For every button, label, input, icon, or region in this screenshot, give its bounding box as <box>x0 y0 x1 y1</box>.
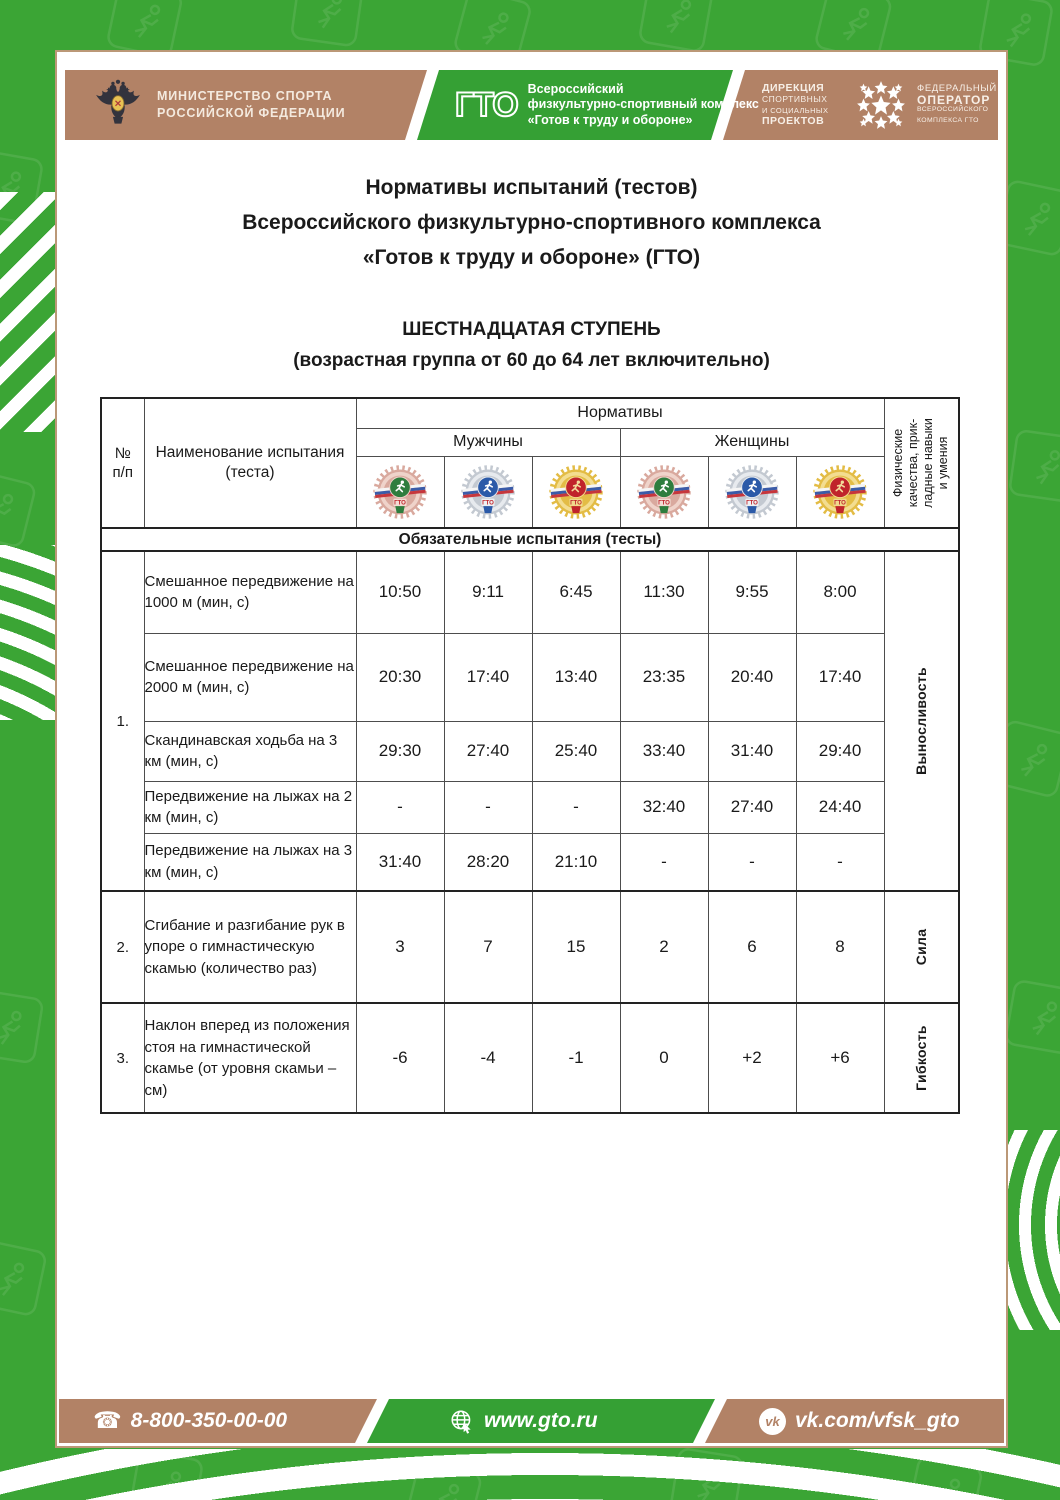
norm-value: -1 <box>532 1003 620 1113</box>
russia-coat-of-arms-icon <box>91 78 145 132</box>
title-line1: Нормативы испытаний (тестов) <box>365 176 698 199</box>
exercise-name: Смешанное передвижение на 1000 м (мин, с) <box>144 551 356 633</box>
norm-value: - <box>444 781 532 833</box>
norm-value: -6 <box>356 1003 444 1113</box>
norm-value: - <box>532 781 620 833</box>
website-url: www.gto.ru <box>484 1409 598 1432</box>
medal-header-women-bronze <box>620 456 708 528</box>
norm-value: +6 <box>796 1003 884 1113</box>
norm-value: 9:11 <box>444 551 532 633</box>
quality-strength <box>884 891 959 1003</box>
federal-operator-block <box>917 84 997 126</box>
medal-header-men-gold <box>532 456 620 528</box>
norm-value: 25:40 <box>532 721 620 781</box>
standards-table <box>100 397 960 1114</box>
exercise-name: Смешанное передвижение на 2000 м (мин, с) <box>144 633 356 721</box>
norm-value: 29:30 <box>356 721 444 781</box>
norm-value: 29:40 <box>796 721 884 781</box>
medal-header-women-silver <box>708 456 796 528</box>
norm-value: 6:45 <box>532 551 620 633</box>
num-header-line2: п/п <box>112 464 133 481</box>
medal-gto-label: ГТО <box>570 499 582 507</box>
sport-projects-direction-block <box>762 83 828 127</box>
gto-medal-bronze-icon <box>634 462 694 522</box>
norm-value: 8 <box>796 891 884 1003</box>
operator-line4: КОМПЛЕКСА ГТО <box>917 116 979 124</box>
col-header-exercise-name: Наименование испытания (теста) <box>144 398 356 528</box>
standards-table-wrapper <box>100 397 960 1114</box>
norm-value: 9:55 <box>708 551 796 633</box>
medal-gto-label: ГТО <box>658 499 670 507</box>
norm-value: 32:40 <box>620 781 708 833</box>
stage-name: ШЕСТНАДЦАТАЯ СТУПЕНЬ <box>402 319 661 340</box>
qualities-header-text <box>891 399 951 527</box>
header-band <box>65 70 998 140</box>
title-line2: Всероссийского физкультурно-спортивного комплекса <box>242 211 821 234</box>
row-number: 2. <box>101 891 144 1003</box>
direction-line4: ПРОЕКТОВ <box>762 115 825 127</box>
operator-line1: ФЕДЕРАЛЬНЫЙ <box>917 83 997 94</box>
vk-link <box>759 1399 960 1443</box>
norm-value: 33:40 <box>620 721 708 781</box>
norm-value: - <box>708 833 796 891</box>
medal-gto-label: ГТО <box>746 499 758 507</box>
ministry-name-line2: РОССИЙСКОЙ ФЕДЕРАЦИИ <box>157 106 346 120</box>
exercise-name: Скандинавская ходьба на 3 км (мин, с) <box>144 721 356 781</box>
norm-value: 7 <box>444 891 532 1003</box>
ministry-block <box>91 70 345 140</box>
col-header-norms: Нормативы <box>356 398 884 428</box>
medal-header-women-gold <box>796 456 884 528</box>
norm-value: 20:30 <box>356 633 444 721</box>
norm-value: 8:00 <box>796 551 884 633</box>
gto-name-line3: «Готов к труду и обороне» <box>527 112 693 127</box>
norm-value: 20:40 <box>708 633 796 721</box>
gto-medal-bronze-icon <box>370 462 430 522</box>
age-group: (возрастная группа от 60 до 64 лет включительно) <box>293 350 770 371</box>
gto-name-line2: физкультурно-спортивный комплекс <box>527 97 759 112</box>
hotline-phone <box>93 1399 287 1443</box>
norm-value: 23:35 <box>620 633 708 721</box>
medal-header-men-bronze <box>356 456 444 528</box>
medal-header-men-silver <box>444 456 532 528</box>
gto-complex-name <box>528 82 759 129</box>
norm-value: - <box>796 833 884 891</box>
norm-value: 31:40 <box>708 721 796 781</box>
ministry-name-line1: МИНИСТЕРСТВО СПОРТА <box>157 89 333 103</box>
border-arcs-decoration-bottom <box>0 1449 1060 1500</box>
vk-url: vk.com/vfsk_gto <box>795 1409 960 1432</box>
qualities-line1: Физические <box>891 428 906 498</box>
quality-endurance <box>884 551 959 891</box>
norm-value: +2 <box>708 1003 796 1113</box>
gto-medal-gold-icon <box>810 462 870 522</box>
norm-value: 31:40 <box>356 833 444 891</box>
stage-subtitle <box>57 314 1006 376</box>
border-arcs-decoration-left <box>0 545 57 720</box>
operator-line2: ОПЕРАТОР <box>917 92 991 107</box>
border-stripes-decoration <box>0 192 57 432</box>
norm-value: 27:40 <box>708 781 796 833</box>
exercise-name: Наклон вперед из положения стоя на гимнастической скамье (от уровня скамьи – см) <box>144 1003 356 1113</box>
norm-value: 17:40 <box>796 633 884 721</box>
norm-value: 2 <box>620 891 708 1003</box>
medal-gto-label: ГТО <box>482 499 494 507</box>
direction-line3: И СОЦИАЛЬНЫХ <box>762 106 829 115</box>
exercise-name: Передвижение на лыжах на 3 км (мин, с) <box>144 833 356 891</box>
section-header-mandatory-tests: Обязательные испытания (тесты) <box>101 528 959 551</box>
phone-icon: ☎ <box>93 1407 122 1434</box>
norm-value: 11:30 <box>620 551 708 633</box>
norm-value: 17:40 <box>444 633 532 721</box>
gto-medal-silver-icon <box>458 462 518 522</box>
border-arcs-decoration-right <box>1003 1130 1060 1330</box>
phone-number: 8-800-350-00-00 <box>130 1409 288 1432</box>
col-header-number <box>101 398 144 528</box>
gto-logo-block <box>455 70 759 140</box>
qualities-line2: качества, прик- <box>906 418 921 508</box>
norm-value: 10:50 <box>356 551 444 633</box>
norm-value: 0 <box>620 1003 708 1113</box>
norm-value: 15 <box>532 891 620 1003</box>
medal-gto-label: ГТО <box>834 499 846 507</box>
qualities-line4: и умения <box>936 436 951 490</box>
norm-value: 3 <box>356 891 444 1003</box>
quality-label: Выносливость <box>913 667 930 775</box>
footer-band <box>59 1399 1004 1443</box>
exercise-name: Сгибание и разгибание рук в упоре о гимнастическую скамью (количество раз) <box>144 891 356 1003</box>
star-snowflake-icon <box>853 77 909 133</box>
medal-gto-label: ГТО <box>394 499 406 507</box>
qualities-line3: ладные навыки <box>921 418 936 508</box>
direction-line1: ДИРЕКЦИЯ <box>762 82 825 94</box>
document-title <box>57 170 1006 275</box>
norm-value: 27:40 <box>444 721 532 781</box>
exercise-name: Передвижение на лыжах на 2 км (мин, с) <box>144 781 356 833</box>
quality-label: Гибкость <box>913 1025 930 1091</box>
norm-value: 28:20 <box>444 833 532 891</box>
vk-icon: vk <box>759 1408 786 1435</box>
quality-label: Сила <box>913 928 930 966</box>
col-header-men: Мужчины <box>356 428 620 456</box>
col-header-qualities <box>884 398 959 528</box>
gto-logo: ГТО <box>455 86 518 124</box>
norm-value: 21:10 <box>532 833 620 891</box>
gto-name-line1: Всероссийский <box>527 81 624 96</box>
norm-value: 13:40 <box>532 633 620 721</box>
operator-line3: ВСЕРОССИЙСКОГО <box>917 106 989 113</box>
ministry-name <box>157 88 345 122</box>
row-number: 3. <box>101 1003 144 1113</box>
globe-cursor-icon <box>449 1408 475 1434</box>
norm-value: - <box>620 833 708 891</box>
gto-medal-silver-icon <box>722 462 782 522</box>
direction-line2: СПОРТИВНЫХ <box>762 94 828 104</box>
norm-value: -4 <box>444 1003 532 1113</box>
poster-page <box>55 50 1008 1448</box>
row-number: 1. <box>101 551 144 891</box>
quality-flexibility <box>884 1003 959 1113</box>
num-header-line1: № <box>114 445 131 462</box>
gto-website <box>449 1399 598 1443</box>
norm-value: - <box>356 781 444 833</box>
norm-value: 6 <box>708 891 796 1003</box>
title-line3: «Готов к труду и обороне» (ГТО) <box>362 246 701 269</box>
norm-value: 24:40 <box>796 781 884 833</box>
gto-medal-gold-icon <box>546 462 606 522</box>
col-header-women: Женщины <box>620 428 884 456</box>
